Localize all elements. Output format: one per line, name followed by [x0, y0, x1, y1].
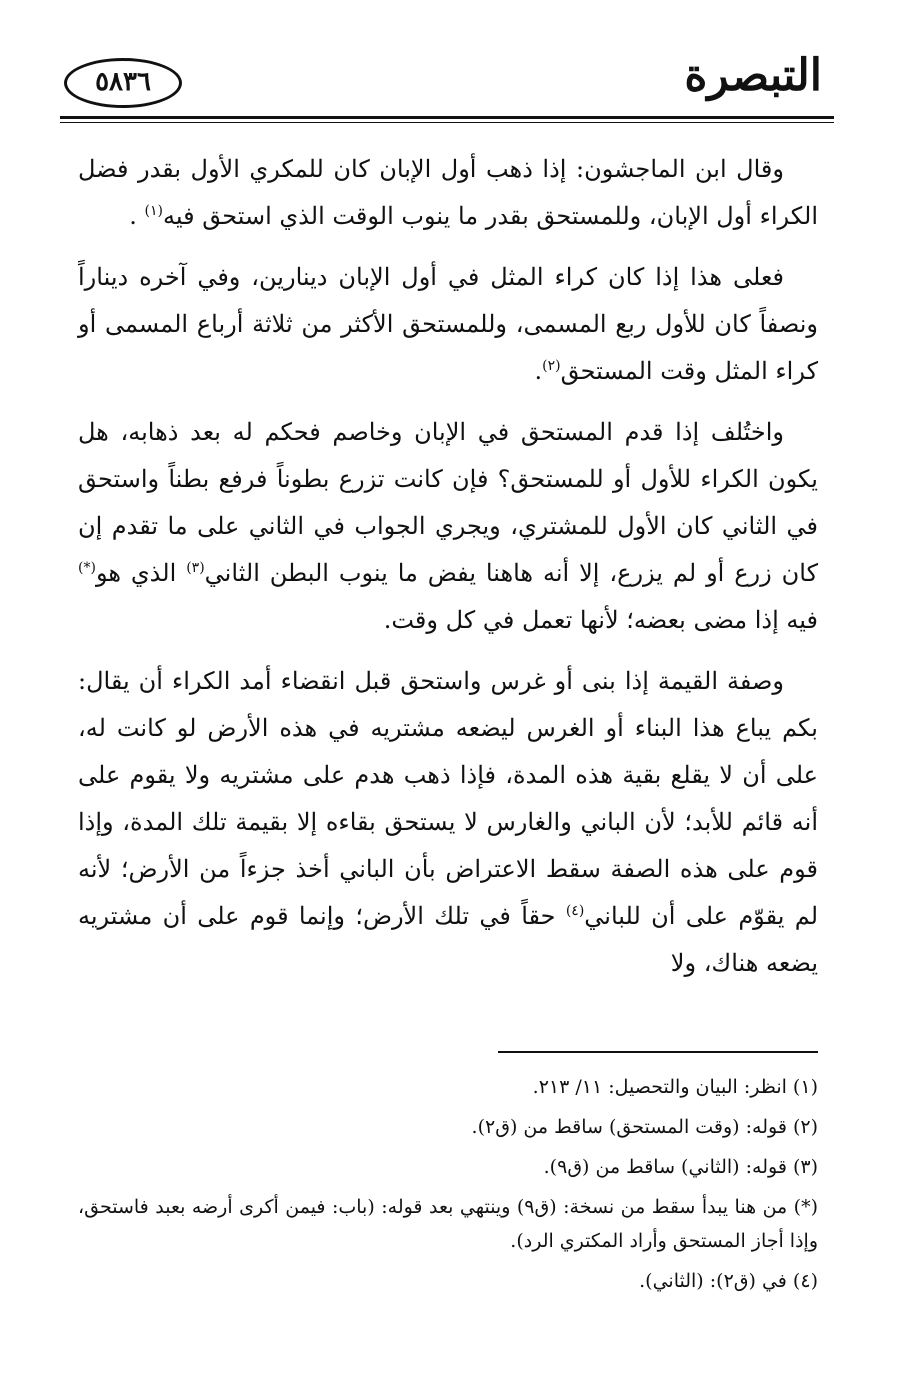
footnote-3: (٣) قوله: (الثاني) ساقط من (ق٩). — [543, 1156, 818, 1178]
page-header — [60, 40, 834, 120]
paragraph-text: فعلى هذا إذا كان كراء المثل في أول الإبان دينارين، وفي آخره ديناراً ونصفاً كان للأول ربع المسمى، وللمستحق الأكثر من ثلاثة أرباع المسمى أو كراء المثل وقت المستحق — [78, 263, 819, 385]
running-title: التبصرة — [684, 50, 822, 101]
footnote-ref: (١) — [144, 203, 163, 219]
paragraph-tail: . — [129, 202, 145, 230]
paragraph-2 — [78, 254, 818, 395]
paragraph-text: فيه إذا مضى بعضه؛ لأنها تعمل في كل وقت. — [383, 606, 818, 634]
body-text — [78, 146, 818, 1001]
footnotes — [78, 1070, 818, 1304]
footnote-separator — [498, 1051, 818, 1053]
paragraph-tail: . — [534, 357, 543, 385]
paragraph-1 — [78, 146, 818, 240]
footnote-1: (١) انظر: البيان والتحصيل: ١١/ ٢١٣. — [532, 1076, 818, 1098]
paragraph-4 — [78, 658, 818, 987]
header-rule — [60, 116, 834, 119]
footnote-asterisk: (*) من هنا يبدأ سقط من نسخة: (ق٩) وينتهي بعد قوله: (باب: فيمن أكرى أرضه بعبد فاستحق، وإذا أجاز المستحق وأراد المكتري الرد). — [78, 1196, 819, 1252]
header-rule-thin — [60, 122, 834, 123]
paragraph-3 — [78, 409, 818, 644]
footnote-ref: (٤) — [565, 903, 585, 919]
footnote-2: (٢) قوله: (وقت المستحق) ساقط من (ق٢). — [471, 1116, 818, 1138]
page-number: ٥٨٣٦ — [95, 67, 151, 97]
paragraph-text: وقال ابن الماجشون: إذا ذهب أول الإبان كان للمكري الأول بقدر فضل الكراء أول الإبان، وللمستحق بقدر ما ينوب الوقت الذي استحق فيه — [78, 155, 818, 230]
paragraph-text: الذي هو — [95, 559, 187, 587]
footnote-4: (٤) في (ق٢): (الثاني). — [639, 1270, 818, 1292]
footnote-ref: (٣) — [186, 560, 205, 576]
paragraph-text: واختُلف إذا قدم المستحق في الإبان وخاصم فحكم له بعد ذهابه، هل يكون الكراء للأول أو للمستحق؟ فإن كانت تزرع بطوناً فرفع بطناً واستحق في الثاني كان الأول للمشتري، ويجري الجواب في الثاني على ما تقدم إن كان زرع أو لم يزرع، إلا أنه هاهنا يفض ما ينوب البطن الثاني — [78, 418, 819, 587]
paragraph-text: وصفة القيمة إذا بنى أو غرس واستحق قبل انقضاء أمد الكراء أن يقال: بكم يباع هذا البناء أو الغرس ليضعه مشتريه في هذه الأرض لو كانت له، على أن لا يقلع بقية هذه المدة، فإذا ذهب هدم على مشتريه ولا يقوم على أنه قائم للأبد؛ لأن الباني والغارس لا يستحق بقاءه إلا بقيمة تلك المدة، وإذا قوم على هذه الصفة سقط الاعتراض بأن الباني أخذ جزءاً من الأرض؛ لأنه لم يقوّم على أن للباني — [78, 667, 819, 930]
footnote-ref-asterisk: (*) — [78, 560, 96, 576]
paragraph-text: حقاً في تلك الأرض؛ وإنما قوم على أن مشتريه يضعه هناك، ولا — [78, 902, 818, 977]
footnote-ref: (٢) — [542, 358, 561, 374]
